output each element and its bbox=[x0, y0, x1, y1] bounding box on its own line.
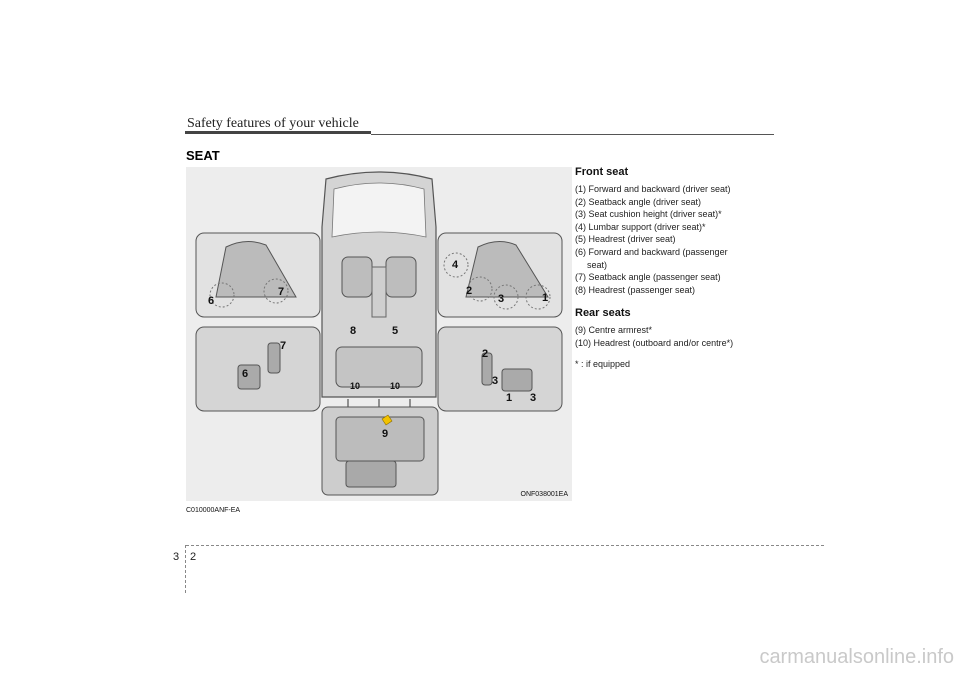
callout-car-front-1: 8 bbox=[350, 325, 357, 337]
footer-rule bbox=[186, 545, 824, 546]
rear-seat-panel bbox=[322, 407, 438, 495]
front-seat-item-6 bbox=[575, 246, 780, 271]
passenger-door-switch-panel bbox=[196, 327, 320, 411]
callout-left-bottom-2: 6 bbox=[242, 368, 249, 380]
header-bar bbox=[185, 131, 371, 134]
callout-right-top-3: 3 bbox=[498, 293, 505, 305]
callout-left-top-1: 6 bbox=[208, 295, 215, 307]
front-seat-item-1: (1) Forward and backward (driver seat) bbox=[575, 184, 731, 194]
reference-code: C010000ANF-EA bbox=[186, 507, 241, 514]
seat-illustration bbox=[186, 167, 572, 501]
passenger-seat-panel bbox=[196, 233, 320, 317]
front-seat-item-7: (7) Seatback angle (passenger seat) bbox=[575, 272, 721, 283]
rear-seats-heading: Rear seats bbox=[575, 307, 631, 320]
figure-code: ONF038001EA bbox=[520, 491, 568, 498]
rear-seat-item-9: (9) Centre armrest* bbox=[575, 325, 653, 336]
front-seat-heading: Front seat bbox=[575, 166, 629, 178]
rear-seat-item-10: (10) Headrest (outboard and/or centre*) bbox=[575, 337, 734, 348]
footer-vertical-rule bbox=[185, 545, 186, 593]
seat-diagram-svg bbox=[186, 167, 572, 501]
callout-bottom-1: 9 bbox=[382, 428, 389, 440]
header-title: Safety features of your vehicle bbox=[187, 116, 359, 131]
callout-car-front-2: 5 bbox=[392, 325, 399, 337]
callout-right-top-2: 2 bbox=[466, 285, 473, 297]
callout-left-bottom-1: 7 bbox=[280, 340, 287, 352]
equipment-note: * : if equipped bbox=[575, 358, 631, 369]
callout-right-bottom-2: 3 bbox=[492, 375, 499, 387]
front-seat-item-2: (2) Seatback angle (driver seat) bbox=[575, 196, 702, 207]
front-seat-item-3: (3) Seat cushion height (driver seat)* bbox=[575, 209, 722, 220]
callout-car-rear-1: 10 bbox=[350, 381, 361, 391]
section-title: SEAT bbox=[186, 148, 220, 163]
callout-right-bottom-4: 3 bbox=[530, 392, 537, 404]
front-seat-item-5: (5) Headrest (driver seat) bbox=[575, 234, 676, 245]
callout-right-bottom-1: 2 bbox=[482, 348, 489, 360]
watermark: carmanualsonline.info bbox=[759, 646, 954, 668]
callout-right-bottom-3: 1 bbox=[506, 392, 513, 404]
front-seat-item-6-main: (6) Forward and backward (passenger bbox=[575, 246, 728, 257]
callout-left-top-2: 7 bbox=[278, 286, 285, 298]
callout-right-top-1: 4 bbox=[452, 259, 459, 271]
driver-door-switch-panel bbox=[438, 327, 562, 411]
front-seat-item-6-cont: seat) bbox=[587, 259, 608, 270]
header-rule bbox=[371, 134, 774, 135]
front-seat-item-4: (4) Lumbar support (driver seat)* bbox=[575, 221, 706, 232]
car-topview bbox=[322, 172, 436, 409]
callout-car-rear-2: 10 bbox=[390, 381, 401, 391]
seat-description bbox=[575, 166, 780, 369]
page-number: 2 bbox=[190, 551, 197, 563]
page-chapter: 3 bbox=[173, 551, 180, 563]
callout-right-top-4: 1 bbox=[542, 292, 549, 304]
front-seat-item-8: (8) Headrest (passenger seat) bbox=[575, 284, 696, 295]
